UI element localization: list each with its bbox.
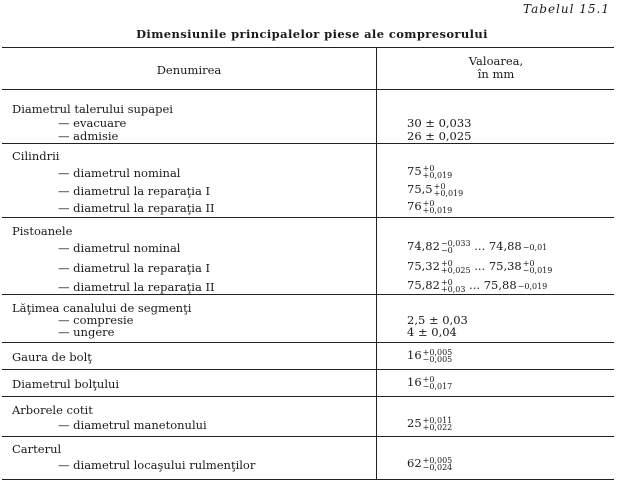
row-label: — diametrul la reparaţia I	[58, 261, 211, 275]
header-col-valoarea	[378, 55, 614, 81]
section-title: Diametrul talerului supapei	[12, 102, 173, 116]
value-max: ... 75,88	[469, 278, 517, 292]
tol-lower: −0,024	[422, 463, 453, 472]
tol-lower: +0,025	[440, 266, 471, 275]
row-label: — ungere	[58, 325, 115, 339]
tol-upper: +0	[422, 375, 435, 384]
tol-lower: +0,019	[422, 171, 453, 180]
tol-upper: −0,033	[440, 239, 471, 248]
tolerance-max	[518, 283, 548, 290]
tolerance	[441, 260, 471, 274]
value-main: 16	[407, 348, 422, 362]
table-number: Tabelul 15.1	[523, 2, 610, 16]
value-max: ... 75,38	[474, 259, 522, 273]
value-max: ... 74,88	[474, 239, 522, 253]
tol-lower: −0,005	[422, 355, 453, 364]
tolerance	[423, 349, 453, 363]
section-title: Lăţimea canalului de segmenţi	[12, 301, 192, 315]
row-label: — diametrul manetonului	[58, 418, 207, 432]
tol-upper: +0	[440, 259, 453, 268]
tol-upper: +0	[433, 182, 446, 191]
top-rule	[2, 47, 614, 48]
tol-upper: −0,01	[522, 242, 548, 252]
tol-upper: +0,005	[422, 348, 453, 357]
row-value	[407, 165, 452, 179]
section-title: Pistoanele	[12, 224, 73, 238]
tol-lower: +0,019	[422, 206, 453, 215]
tol-upper: +0,011	[422, 416, 453, 425]
row-value	[407, 457, 452, 471]
tolerance-max	[523, 260, 553, 274]
tol-upper: +0	[522, 259, 535, 268]
row-value	[407, 260, 552, 274]
tol-upper: +0	[422, 199, 435, 208]
row-label: — diametrul la reparaţia I	[58, 184, 211, 198]
tol-upper: +0,005	[422, 456, 453, 465]
row-label: — diametrul la reparaţia II	[58, 280, 215, 294]
row-value: 30 ± 0,033	[407, 116, 472, 130]
row-label: — admisie	[58, 129, 119, 143]
value-main: 75,32	[407, 259, 440, 273]
tolerance	[434, 183, 464, 197]
section-rule	[2, 217, 614, 218]
section-title: Diametrul bolţului	[12, 377, 120, 391]
section-rule	[2, 342, 614, 343]
value-main: 16	[407, 375, 422, 389]
value-main: 62	[407, 456, 422, 470]
row-label: — compresie	[58, 313, 134, 327]
tol-lower: −0	[440, 246, 453, 255]
section-title: Carterul	[12, 442, 62, 456]
section-rule	[2, 396, 614, 397]
section-title: Gaura de bolţ	[12, 350, 92, 364]
row-value	[407, 279, 547, 293]
section-title: Arborele cotit	[12, 403, 93, 417]
tol-lower: +0,03	[440, 285, 466, 294]
section-rule	[2, 436, 614, 437]
row-value	[407, 376, 452, 390]
row-label: — diametrul nominal	[58, 241, 181, 255]
tol-lower: −0,019	[522, 266, 553, 275]
tolerance	[441, 279, 466, 293]
row-value	[407, 200, 452, 214]
row-value	[407, 417, 452, 431]
tolerance	[441, 240, 471, 254]
value-main: 76	[407, 199, 422, 213]
tolerance-max	[523, 244, 548, 251]
row-label: — diametrul nominal	[58, 166, 181, 180]
row-value	[407, 349, 452, 363]
value-main: 75	[407, 164, 422, 178]
row-value	[407, 240, 547, 254]
tol-lower: +0,019	[433, 189, 464, 198]
section-rule	[2, 143, 614, 144]
header-rule	[2, 89, 614, 90]
value-main: 75,5	[407, 182, 433, 196]
row-value: 4 ± 0,04	[407, 325, 457, 339]
column-divider	[376, 47, 377, 480]
section-rule	[2, 369, 614, 370]
tol-lower: +0,022	[422, 423, 453, 432]
row-label: — diametrul la reparaţia II	[58, 201, 215, 215]
tol-upper: +0	[440, 278, 453, 287]
header-col-valoarea-line1: Valoarea,	[468, 54, 524, 68]
table-caption: Dimensiunile principalelor piese ale compresorului	[136, 27, 488, 41]
tol-lower: −0,017	[422, 382, 453, 391]
tolerance	[423, 200, 453, 214]
tolerance	[423, 165, 453, 179]
section-rule	[2, 294, 614, 295]
tolerance	[423, 376, 453, 390]
header-col-denumirea: Denumirea	[156, 63, 222, 77]
header-col-valoarea-line2: în mm	[477, 67, 515, 81]
bottom-rule	[2, 479, 614, 480]
tolerance	[423, 417, 453, 431]
row-value: 26 ± 0,025	[407, 129, 472, 143]
value-main: 25	[407, 416, 422, 430]
row-label: — evacuare	[58, 116, 127, 130]
row-label: — diametrul locaşului rulmenţilor	[58, 458, 256, 472]
tol-upper: +0	[422, 164, 435, 173]
value-main: 75,82	[407, 278, 440, 292]
row-value: 2,5 ± 0,03	[407, 313, 468, 327]
tolerance	[423, 457, 453, 471]
row-value	[407, 183, 463, 197]
section-title: Cilindrii	[12, 149, 60, 163]
tol-lower: −0,019	[517, 281, 548, 291]
value-main: 74,82	[407, 239, 440, 253]
